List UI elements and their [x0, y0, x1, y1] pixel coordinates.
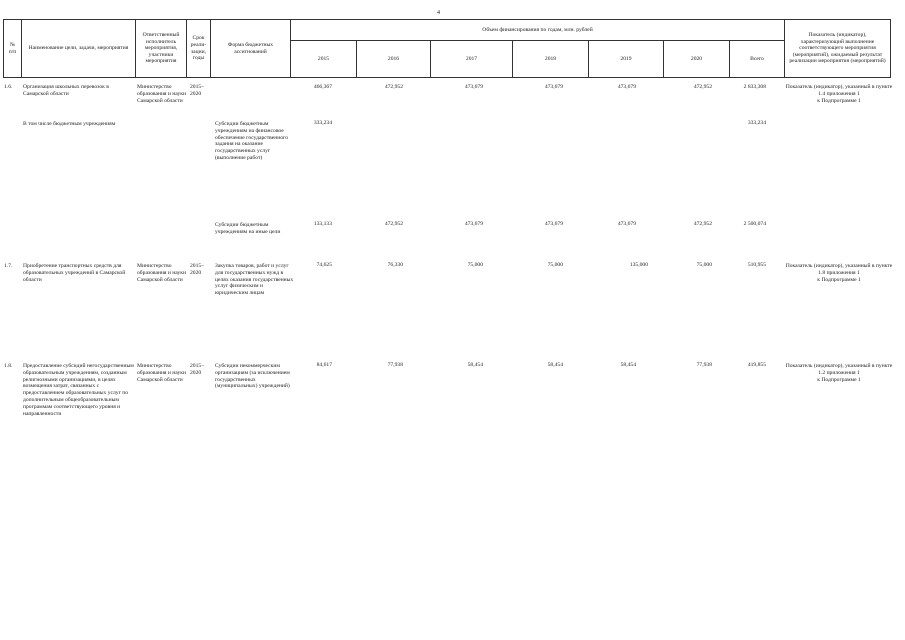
value-2015: 466,367 [313, 84, 332, 90]
value-2017: 473,679 [464, 84, 483, 90]
row-executor: Министерство образования и науки Самарской области [137, 363, 186, 383]
row-indicator: Показатель (индикатор), указанный в пункте 1.4 приложения 1 к Подпрограмме 1 [785, 84, 893, 104]
header-year: 2018 [513, 41, 589, 78]
row-indicator: Показатель (индикатор), указанный в пункте 1.2 приложения 1 к Подпрограмме 1 [785, 363, 893, 383]
row-goal: Предоставление субсидий негосударственным образовательным учреждениям, созданным религиозными организациями, в целях возмещения затрат, связанных с предоставлением образовательных услуг по дополнительным общеобразовательным программам соответствующего уровня и направленности [23, 363, 134, 417]
header-num: № п/п [4, 20, 22, 78]
header-executor: Ответственный исполнитель мероприятия, участники мероприятия [136, 20, 187, 78]
value-total: 2 500,074 [743, 221, 766, 227]
header-year: 2019 [589, 41, 664, 78]
value-total: 419,855 [747, 362, 766, 368]
value-total: 333,234 [747, 120, 766, 126]
value-2015: 74,625 [316, 262, 332, 268]
value-2015: 84,617 [316, 362, 332, 368]
row-number: 1.8. [4, 363, 13, 369]
value-2017: 58,454 [467, 362, 483, 368]
header-term: Срок реали-зации, годы [187, 20, 211, 78]
header-total: Всего [730, 41, 785, 78]
value-2015: 333,234 [313, 120, 332, 126]
row-term: 2015– 2020 [190, 263, 204, 276]
header-year: 2016 [357, 41, 431, 78]
value-2017: 473,679 [464, 221, 483, 227]
row-executor: Министерство образования и науки Самарской области [137, 263, 186, 283]
value-total: 510,955 [747, 262, 766, 268]
value-2020: 472,952 [693, 221, 712, 227]
header-indicator: Показатель (индикатор), характеризующий выполнение соответствующего мероприятия (мероприятий), ожидаемый результат реализации мероприятия (мероприятий) [785, 20, 891, 78]
value-2019: 135,000 [629, 262, 648, 268]
header-year: 2017 [431, 41, 513, 78]
value-2016: 77,938 [387, 362, 403, 368]
value-2015: 133,133 [313, 221, 332, 227]
value-total: 2 833,308 [743, 84, 766, 90]
row-indicator: Показатель (индикатор), указанный в пункте 1.8 приложения 1 к Подпрограмме 1 [785, 263, 893, 283]
row-form: Субсидии бюджетным учреждениям на иные цели [215, 222, 281, 235]
value-2018: 473,679 [544, 84, 563, 90]
value-2018: 58,454 [547, 362, 563, 368]
row-goal: Организация школьных перевозок в Самарской области [23, 84, 109, 97]
value-2016: 76,330 [387, 262, 403, 268]
row-form: Закупка товаров, работ и услуг для государственных нужд в целях оказания государственных услуг физическим и юридическим лицам [215, 263, 294, 297]
value-2020: 472,952 [693, 84, 712, 90]
value-2016: 472,952 [384, 84, 403, 90]
row-term: 2015– 2020 [190, 84, 204, 97]
row-form: Субсидии бюджетным учреждениям на финансовое обеспечение государственного задания на оказание государственных услуг (выполнение работ) [215, 121, 288, 161]
page-number: 4 [437, 10, 440, 16]
row-goal: Приобретение транспортных средств для образовательных учреждений в Самарской области [23, 263, 126, 283]
value-2018: 473,679 [544, 221, 563, 227]
value-2016: 472,952 [384, 221, 403, 227]
financing-table-header [3, 19, 891, 78]
value-2017: 75,000 [467, 262, 483, 268]
row-executor: Министерство образования и науки Самарской области [137, 84, 186, 104]
value-2019: 473,679 [617, 221, 636, 227]
header-year: 2015 [291, 41, 357, 78]
header-finance: Объем финансирования по годам, млн. рублей [291, 20, 785, 41]
value-2020: 75,000 [696, 262, 712, 268]
row-number: 1.6. [4, 84, 13, 90]
value-2020: 77,938 [696, 362, 712, 368]
row-form: Субсидии некоммерческим организациям (за исключением государственных (муниципальных) учреждений) [215, 363, 290, 390]
header-form: Форма бюджетных ассигнований [211, 20, 291, 78]
row-number: 1.7. [4, 263, 13, 269]
row-term: 2015– 2020 [190, 363, 204, 376]
value-2019: 473,679 [617, 84, 636, 90]
header-goal: Наименование цели, задачи, мероприятия [22, 20, 136, 78]
value-2018: 75,000 [547, 262, 563, 268]
header-year: 2020 [664, 41, 730, 78]
row-goal: В том числе бюджетным учреждениям [23, 121, 116, 127]
value-2019: 58,454 [620, 362, 636, 368]
